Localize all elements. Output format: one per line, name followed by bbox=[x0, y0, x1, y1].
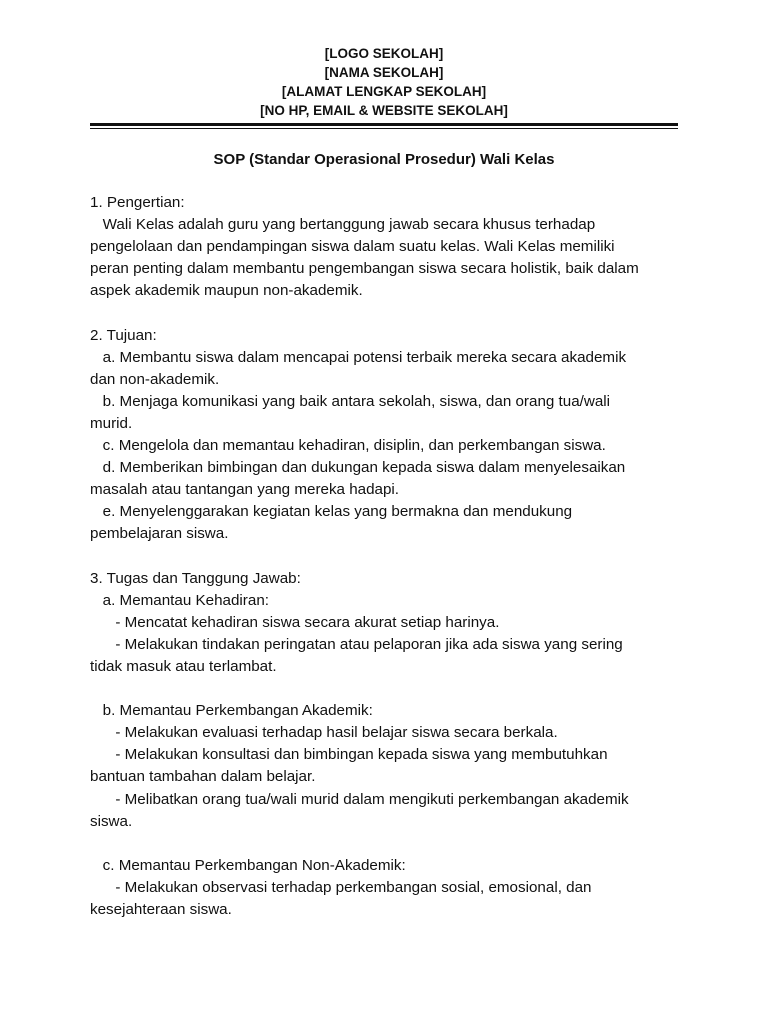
school-name-placeholder: [NAMA SEKOLAH] bbox=[324, 65, 444, 80]
spacer bbox=[90, 546, 680, 568]
document-body bbox=[90, 192, 680, 921]
school-letterhead bbox=[0, 44, 768, 120]
letterhead-divider-thick bbox=[90, 123, 678, 126]
list-item-line: murid. bbox=[90, 414, 133, 432]
list-item-line: - Melakukan evaluasi terhadap hasil belajar siswa secara berkala. bbox=[90, 724, 558, 742]
spacer bbox=[90, 678, 680, 700]
list-item-line: pembelajaran siswa. bbox=[90, 525, 229, 543]
section-heading-tugas: 3. Tugas dan Tanggung Jawab: bbox=[90, 569, 301, 587]
section-heading-pengertian: 1. Pengertian: bbox=[90, 194, 185, 211]
school-contact-placeholder: [NO HP, EMAIL & WEBSITE SEKOLAH] bbox=[260, 103, 508, 118]
school-address-placeholder: [ALAMAT LENGKAP SEKOLAH] bbox=[281, 84, 487, 99]
list-item-line: bantuan tambahan dalam belajar. bbox=[90, 768, 316, 786]
section-heading-tujuan: 2. Tujuan: bbox=[90, 326, 157, 344]
subsection-heading-kehadiran: a. Memantau Kehadiran: bbox=[90, 591, 269, 609]
list-item-line: b. Menjaga komunikasi yang baik antara sekolah, siswa, dan orang tua/wali bbox=[90, 392, 611, 410]
list-item-line: masalah atau tantangan yang mereka hadapi. bbox=[90, 481, 400, 499]
list-item-line: kesejahteraan siswa. bbox=[90, 901, 232, 918]
subsection-heading-akademik: b. Memantau Perkembangan Akademik: bbox=[90, 702, 373, 720]
letterhead-divider-thin bbox=[90, 128, 678, 129]
list-item-line: - Melakukan konsultasi dan bimbingan kepada siswa yang membutuhkan bbox=[90, 746, 608, 764]
document-title: SOP (Standar Operasional Prosedur) Wali Kelas bbox=[213, 151, 555, 168]
school-logo-placeholder: [LOGO SEKOLAH] bbox=[324, 46, 444, 61]
subsection-heading-non-akademik: c. Memantau Perkembangan Non-Akademik: bbox=[90, 856, 406, 874]
list-item-line: c. Mengelola dan memantau kehadiran, disiplin, dan perkembangan siswa. bbox=[90, 437, 606, 455]
list-item-line: a. Membantu siswa dalam mencapai potensi terbaik mereka secara akademik bbox=[90, 348, 627, 366]
list-item-line: d. Memberikan bimbingan dan dukungan kepada siswa dalam menyelesaikan bbox=[90, 459, 626, 477]
list-item-line: tidak masuk atau terlambat. bbox=[90, 657, 277, 675]
list-item-line: - Melakukan observasi terhadap perkembangan sosial, emosional, dan bbox=[90, 878, 592, 896]
spacer bbox=[90, 833, 680, 855]
spacer bbox=[90, 302, 680, 324]
paragraph-line: pengelolaan dan pendampingan siswa dalam suatu kelas. Wali Kelas memiliki bbox=[90, 238, 615, 256]
list-item-line: siswa. bbox=[90, 812, 133, 830]
list-item-line: dan non-akademik. bbox=[90, 370, 220, 388]
list-item-line: - Mencatat kehadiran siswa secara akurat setiap harinya. bbox=[90, 613, 500, 631]
paragraph-line: peran penting dalam membantu pengembangan siswa secara holistik, baik dalam bbox=[90, 260, 639, 278]
paragraph-line: aspek akademik maupun non-akademik. bbox=[90, 282, 363, 300]
list-item-line: e. Menyelenggarakan kegiatan kelas yang bermakna dan mendukung bbox=[90, 503, 573, 521]
list-item-line: - Melakukan tindakan peringatan atau pelaporan jika ada siswa yang sering bbox=[90, 635, 623, 653]
list-item-line: - Melibatkan orang tua/wali murid dalam mengikuti perkembangan akademik bbox=[90, 790, 629, 808]
paragraph-line: Wali Kelas adalah guru yang bertanggung jawab secara khusus terhadap bbox=[90, 216, 596, 234]
